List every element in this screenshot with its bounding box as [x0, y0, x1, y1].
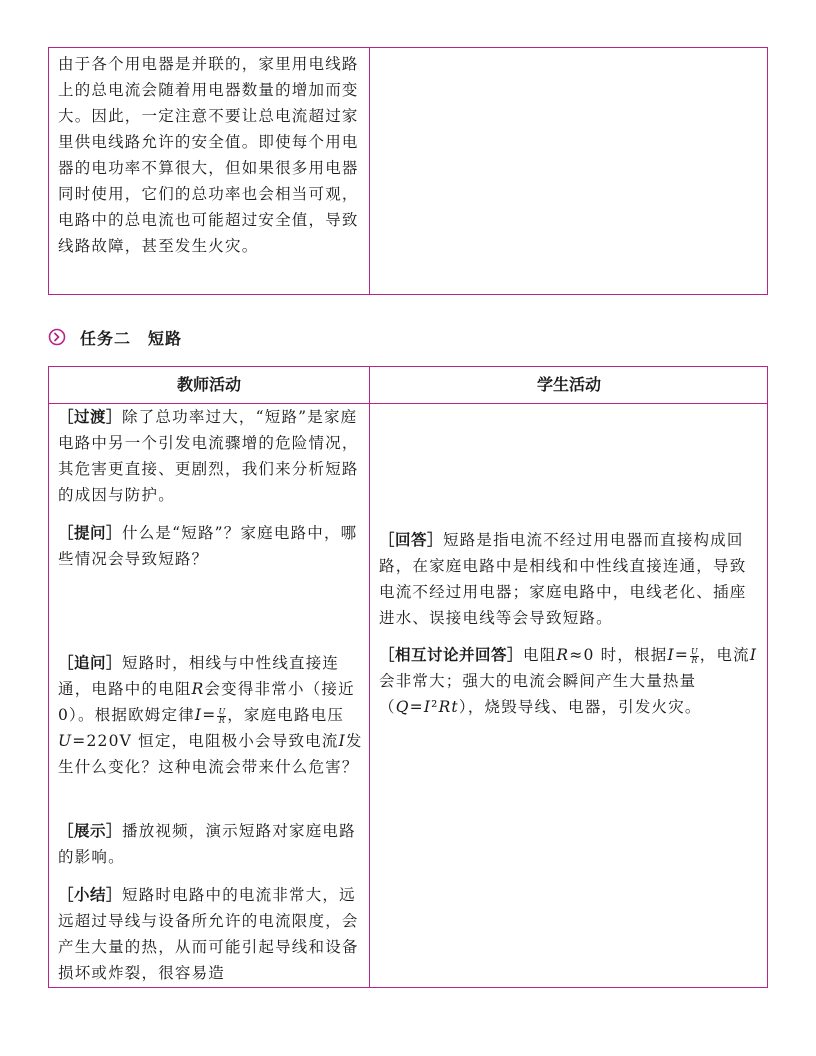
discussion-text: ≈0 时，根据	[569, 646, 668, 664]
math-variable: R	[556, 646, 570, 664]
teacher-question-paragraph	[58, 520, 364, 572]
math-operator: =	[409, 698, 424, 716]
header-teacher: 教师活动	[176, 375, 241, 394]
continuation-table	[48, 47, 768, 295]
math-operator: =	[674, 646, 689, 664]
followup-text: =220V 恒定，电阻极小会导致电流	[72, 732, 339, 750]
chevron-circle-icon	[48, 328, 66, 346]
tag-summary: ［小结］	[58, 886, 123, 904]
math-variable: R	[191, 680, 205, 698]
followup-text: 会变得非常小（接近0）。根据欧姆定律	[58, 680, 355, 724]
activity-table	[48, 366, 768, 988]
teacher-summary-paragraph	[58, 882, 364, 986]
math-variable: I	[667, 646, 675, 664]
demo-text: 播放视频，演示短路对家庭电路的影响。	[58, 822, 356, 866]
math-variable: U	[58, 732, 73, 750]
transition-text: 除了总功率过大，“短路”是家庭电路中另一个引发电流骤增的危险情况，其危害更直接、更剧烈，我们来分析短路的成因与防护。	[58, 408, 359, 504]
tag-question: ［提问］	[58, 524, 123, 542]
teacher-demo-paragraph	[58, 818, 364, 870]
summary-text: 短路时电路中的电流非常大，远远超过导线与设备所允许的电流限度，会产生大量的热，从而可能引起导线和设备损坏或炸裂，很容易造	[58, 886, 359, 982]
tag-answer: ［回答］	[379, 531, 444, 549]
math-variable: Rt	[438, 698, 459, 716]
followup-text: ，家庭电路电压	[227, 706, 345, 724]
teacher-cell-text: 由于各个用电器是并联的，家里用电线路上的总电流会随着用电器数量的增加而变大。因此，一定注意不要让总电流超过家里供电线路允许的安全值。即使每个用电器的电功率不算很大，但如果很多用电器同时使用，它们的总功率也会相当可观，电路中的总电流也可能超过安全值，导致线路故障，甚至发生火灾。	[58, 55, 359, 255]
fraction-denominator: R	[691, 655, 698, 665]
discussion-text: ，电流	[699, 646, 750, 664]
math-variable: I	[194, 706, 203, 724]
discussion-text: ），烧毁导线、电器，引发火灾。	[458, 698, 702, 716]
student-answer-paragraph	[379, 527, 761, 631]
fraction-u-over-r	[217, 708, 226, 725]
math-variable: I	[423, 698, 432, 716]
followup-text: 短路时，相线与中性线直接连通，电路中的电阻	[58, 654, 340, 698]
math-operator: =	[202, 706, 217, 724]
teacher-transition-paragraph	[58, 404, 364, 508]
fraction-numerator: U	[691, 646, 698, 656]
tag-followup: ［追问］	[58, 654, 123, 672]
question-text: 什么是“短路”？家庭电路中，哪些情况会导致短路？	[58, 524, 358, 568]
fraction-u-over-r	[690, 648, 699, 665]
section-heading	[48, 326, 182, 348]
math-variable: I	[338, 732, 346, 750]
tag-discussion: ［相互讨论并回答］	[379, 646, 524, 664]
tag-demo: ［展示］	[58, 822, 123, 840]
section-title: 任务二 短路	[80, 328, 183, 348]
fraction-denominator: R	[218, 715, 225, 725]
column-divider	[369, 48, 370, 294]
math-variable: Q	[395, 698, 410, 716]
math-variable: I	[749, 646, 758, 664]
teacher-followup-paragraph	[58, 650, 364, 780]
discussion-text: 会非常大；强大的电流会瞬间产生大量热量（	[379, 672, 697, 716]
fraction-numerator: U	[218, 706, 226, 716]
tag-transition: ［过渡］	[58, 408, 123, 426]
column-divider	[369, 367, 370, 987]
math-exponent: ²	[431, 698, 439, 716]
answer-text: 短路是指电流不经过用电器而直接构成回路，在家庭电路中是相线和中性线直接连通，导致电流不经过用电器；家庭电路中，电线老化、插座进水、误接电线等会导致短路。	[379, 531, 747, 627]
header-student: 学生活动	[536, 375, 601, 394]
discussion-text: 电阻	[523, 646, 557, 664]
followup-text: 发生什么变化？这种电流会带来什么危害？	[58, 732, 363, 776]
student-discussion-paragraph	[379, 642, 761, 720]
